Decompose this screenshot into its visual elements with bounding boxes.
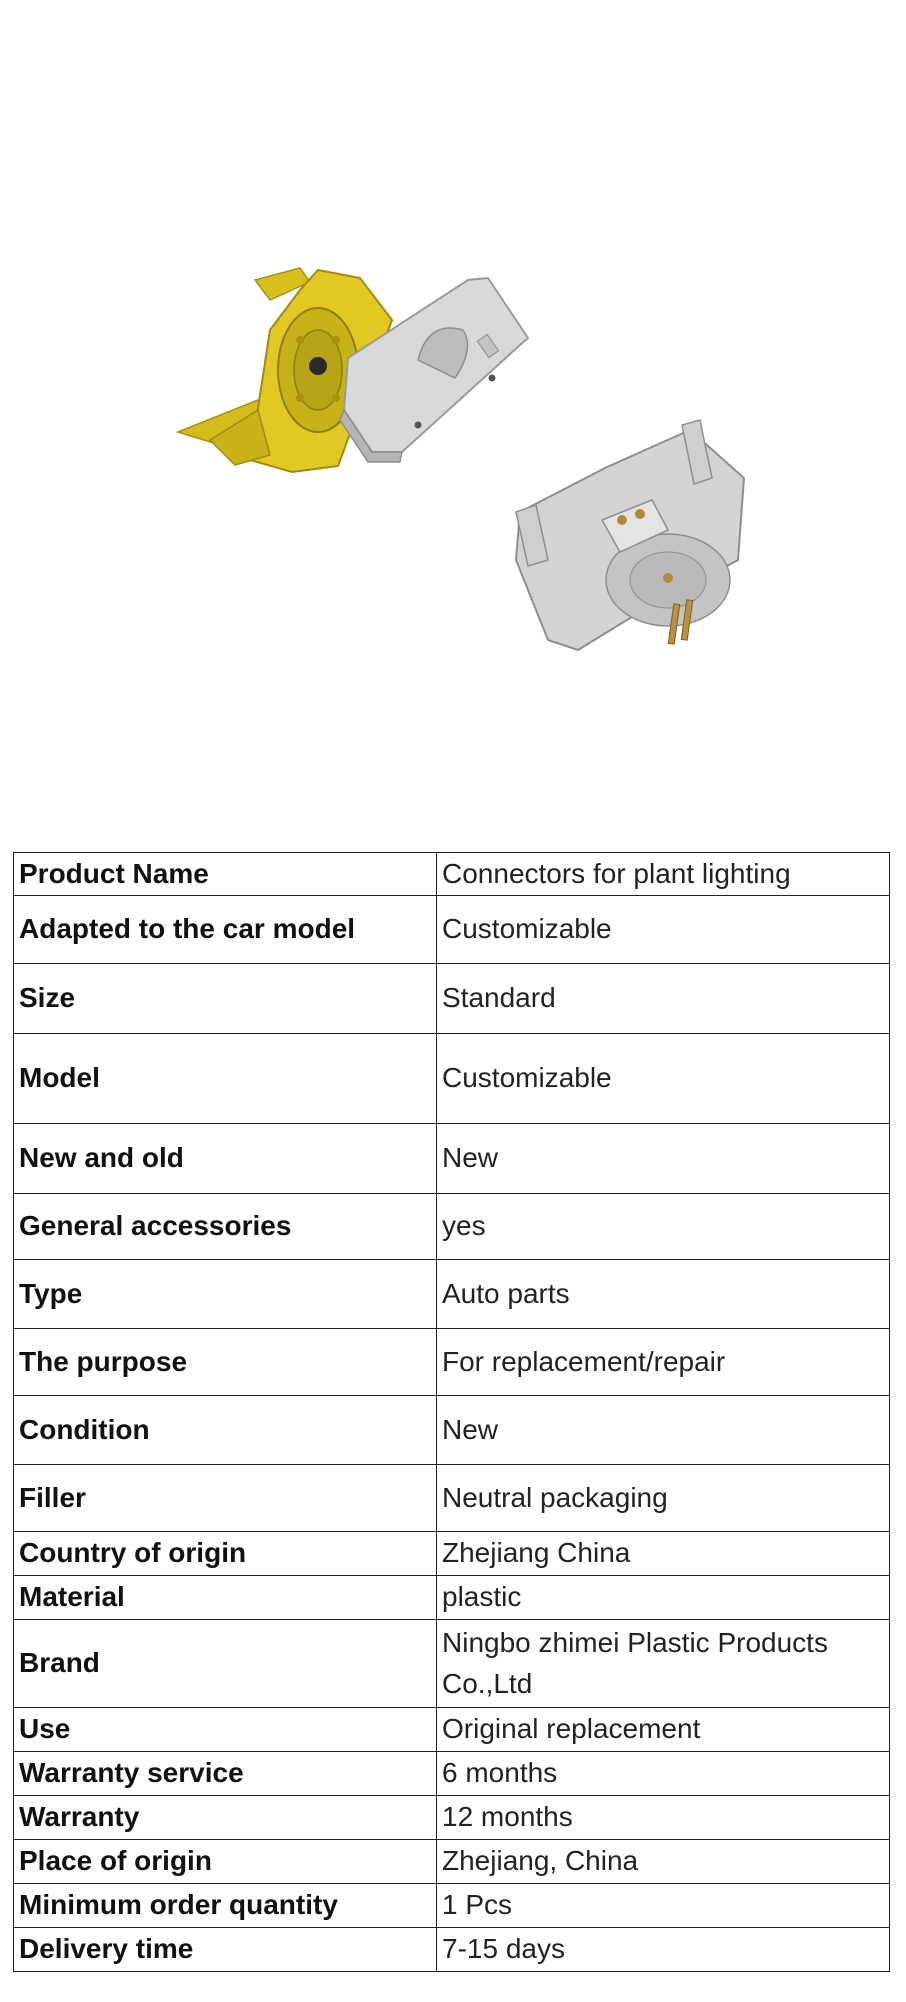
table-row: [14, 1260, 890, 1329]
spec-label: Country of origin: [14, 1532, 437, 1576]
table-row: [14, 1620, 890, 1708]
spec-label: General accessories: [14, 1194, 437, 1260]
table-row: [14, 1840, 890, 1884]
spec-label: Filler: [14, 1465, 437, 1532]
spec-label: Warranty service: [14, 1752, 437, 1796]
spec-label: Size: [14, 964, 437, 1034]
spec-label: Product Name: [14, 853, 437, 896]
spec-value: Auto parts: [437, 1260, 890, 1329]
spec-value: Standard: [437, 964, 890, 1034]
spec-label: Minimum order quantity: [14, 1884, 437, 1928]
table-row: [14, 1194, 890, 1260]
spec-value: 1 Pcs: [437, 1884, 890, 1928]
spec-value: 12 months: [437, 1796, 890, 1840]
spec-value: Ningbo zhimei Plastic Products Co.,Ltd: [437, 1620, 890, 1708]
table-row: [14, 1532, 890, 1576]
table-row: [14, 1752, 890, 1796]
table-row: [14, 1708, 890, 1752]
spec-label: Type: [14, 1260, 437, 1329]
spec-value: Customizable: [437, 896, 890, 964]
spec-label: Model: [14, 1034, 437, 1124]
spec-value: Connectors for plant lighting: [437, 853, 890, 896]
spec-value: New: [437, 1396, 890, 1465]
table-row: [14, 1034, 890, 1124]
spec-value: Original replacement: [437, 1708, 890, 1752]
spec-label: Material: [14, 1576, 437, 1620]
spec-label: Condition: [14, 1396, 437, 1465]
spec-value: Neutral packaging: [437, 1465, 890, 1532]
table-row: [14, 1329, 890, 1396]
table-row: [14, 964, 890, 1034]
spec-value: New: [437, 1124, 890, 1194]
spec-label: Adapted to the car model: [14, 896, 437, 964]
spec-value: yes: [437, 1194, 890, 1260]
spec-value: Customizable: [437, 1034, 890, 1124]
table-row: [14, 896, 890, 964]
table-row: [14, 1928, 890, 1972]
spec-value: plastic: [437, 1576, 890, 1620]
spec-label: Brand: [14, 1620, 437, 1708]
spec-label: The purpose: [14, 1329, 437, 1396]
spec-table: [13, 852, 890, 1972]
grey-housing: [516, 420, 744, 650]
spec-value: 6 months: [437, 1752, 890, 1796]
table-row: [14, 1465, 890, 1532]
spec-value: For replacement/repair: [437, 1329, 890, 1396]
spec-value: Zhejiang China: [437, 1532, 890, 1576]
product-photo: [0, 0, 906, 850]
table-row: [14, 853, 890, 896]
spec-label: Place of origin: [14, 1840, 437, 1884]
table-row: [14, 1576, 890, 1620]
table-row: [14, 1796, 890, 1840]
table-row: [14, 1396, 890, 1465]
spec-value: 7-15 days: [437, 1928, 890, 1972]
spec-value: Zhejiang, China: [437, 1840, 890, 1884]
table-row: [14, 1124, 890, 1194]
table-row: [14, 1884, 890, 1928]
spec-label: Delivery time: [14, 1928, 437, 1972]
spec-label: Use: [14, 1708, 437, 1752]
spec-label: New and old: [14, 1124, 437, 1194]
spec-label: Warranty: [14, 1796, 437, 1840]
